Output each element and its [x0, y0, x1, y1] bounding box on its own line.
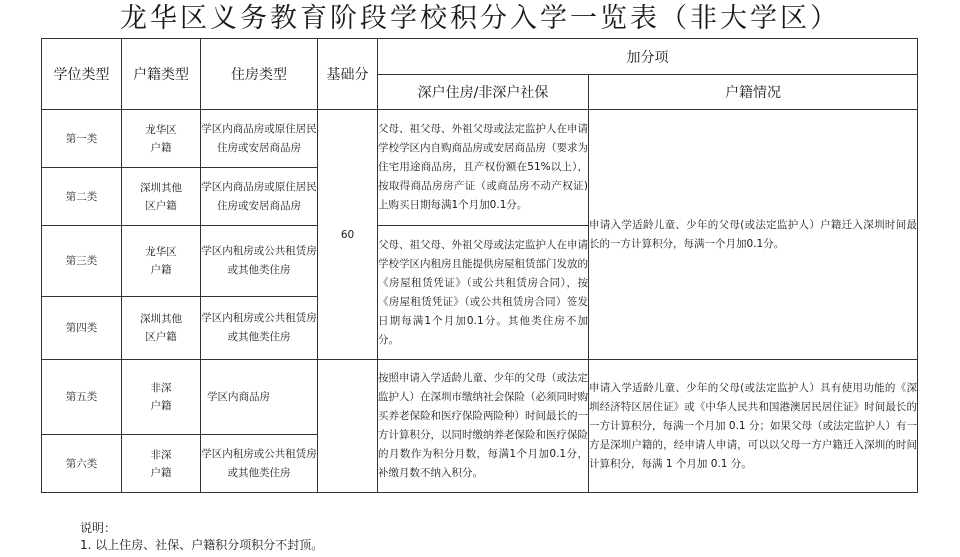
table-row — [42, 110, 918, 168]
table-row — [42, 360, 918, 435]
housing-type-cell: 学区内租房或公共租赁房或其他类住房 — [201, 226, 318, 297]
housing-type-cell: 学区内商品房或原住居民住房或安居商品房 — [201, 168, 318, 226]
header-hukou-status: 户籍情况 — [589, 75, 918, 110]
bonus-social-cell: 按照申请入学适龄儿童、少年的父母（或法定监护人）在深圳市缴纳社会保险（必须同时购买养老保险和医疗保险两险种）时间最长的一方计算积分，以同时缴纳养老保险和医疗保险的月数作为积分月数，每满1个月加0.1分，补缴月数不纳入积分。 — [378, 360, 589, 493]
header-base-score: 基础分 — [318, 39, 378, 110]
school-type-cell: 第一类 — [42, 110, 122, 168]
notes-heading: 说明： — [80, 521, 117, 535]
bonus-hukou-nonlocal-cell: 申请入学适龄儿童、少年的父母(或法定监护人）具有使用功能的《深圳经济特区居住证》或《中华人民共和国港澳居民居住证》时间最长的一方计算积分，每满一个月加 0.1 分；如果父母（或法定监护人）有一方是深圳户籍的，经申请人申请，可以以父母一方户籍迁入深圳的时间计算积分，每满 1 个月加 0.1 分。 — [589, 360, 918, 493]
header-hukou-type: 户籍类型 — [122, 39, 201, 110]
housing-type-cell: 学区内商品房或原住居民住房或安居商品房 — [201, 110, 318, 168]
notes — [80, 520, 323, 554]
header-school-type: 学位类型 — [42, 39, 122, 110]
header-bonus: 加分项 — [378, 39, 918, 75]
header-housing-social: 深户住房/非深户社保 — [378, 75, 589, 110]
bonus-rent-cell: 父母、祖父母、外祖父母或法定监护人在申请学校学区内租房且能提供房屋租赁部门发放的《房屋租赁凭证》（或公共租赁房合同），按《房屋租赁凭证》（或公共租赁房合同）签发日期每满1个月加0.1分。其他类住房不加分。 — [378, 226, 589, 360]
housing-type-cell: 学区内租房或公共租赁房或其他类住房 — [201, 297, 318, 360]
bonus-purchase-cell: 父母、祖父母、外祖父母或法定监护人在申请学校学区内自购商品房或安居商品房（要求为住宅用途商品房，且产权份额在51%以上），按取得商品房房产证（或商品房不动产权证)上购买日期每满1个月加0.1分。 — [378, 110, 589, 226]
school-type-cell: 第五类 — [42, 360, 122, 435]
admission-table — [41, 38, 918, 493]
header-housing-type: 住房类型 — [201, 39, 318, 110]
hukou-type-cell: 龙华区 户籍 — [122, 110, 201, 168]
school-type-cell: 第四类 — [42, 297, 122, 360]
hukou-type-cell: 深圳其他 区户籍 — [122, 297, 201, 360]
notes-item-1: 1. 以上住房、社保、户籍积分项积分不封顶。 — [80, 538, 324, 552]
hukou-type-cell: 非深 户籍 — [122, 435, 201, 493]
hukou-type-cell: 龙华区 户籍 — [122, 226, 201, 297]
hukou-type-cell: 非深 户籍 — [122, 360, 201, 435]
housing-type-cell: 学区内租房或公共租赁房或其他类住房 — [201, 435, 318, 493]
school-type-cell: 第三类 — [42, 226, 122, 297]
housing-type-cell: 学区内商品房 — [201, 360, 318, 435]
school-type-cell: 第六类 — [42, 435, 122, 493]
hukou-type-cell: 深圳其他 区户籍 — [122, 168, 201, 226]
page-title: 龙华区义务教育阶段学校积分入学一览表（非大学区） — [120, 3, 840, 34]
base-score-cell-empty — [318, 360, 378, 493]
school-type-cell: 第二类 — [42, 168, 122, 226]
base-score-cell: 60 — [318, 110, 378, 360]
bonus-hukou-local-cell: 申请入学适龄儿童、少年的父母(或法定监护人）户籍迁入深圳时间最长的一方计算积分，每满一个月加0.1分。 — [589, 110, 918, 360]
